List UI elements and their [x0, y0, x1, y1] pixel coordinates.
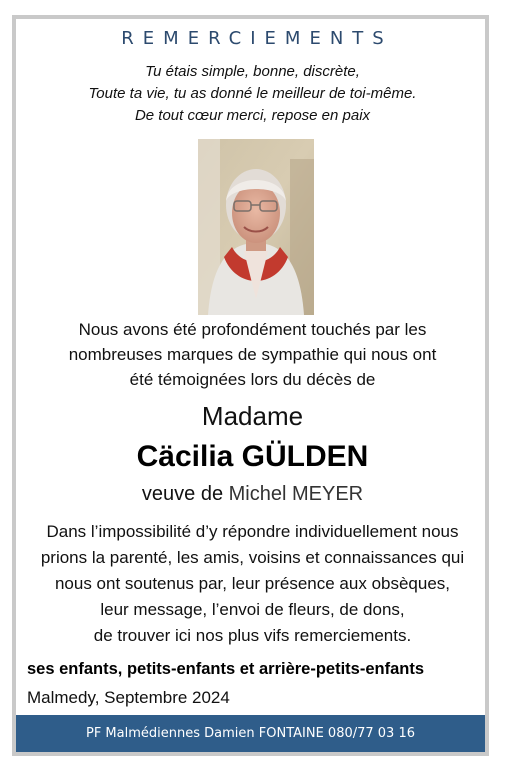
family-signature: ses enfants, petits-enfants et arrière-petits-enfants [27, 660, 425, 678]
body-line: nous ont soutenus par, leur présence aux obsèques, [54, 574, 451, 593]
notice-heading: REMERCIEMENTS [121, 28, 393, 49]
body-line: prions la parenté, les amis, voisins et connaissances qui [40, 548, 465, 567]
place-date: Malmedy, Septembre 2024 [27, 688, 230, 707]
intro-line: nombreuses marques de sympathie qui nous ont [68, 345, 437, 364]
intro-line: Nous avons été profondément touchés par les [78, 320, 427, 339]
funeral-home-footer: PF Malmédiennes Damien FONTAINE 080/77 03 16 [16, 715, 485, 752]
honorific: Madame [201, 401, 304, 431]
body-line: Dans l’impossibilité d’y répondre individuellement nous [46, 522, 459, 541]
body-line: leur message, l’envoi de fleurs, de dons, [100, 600, 405, 619]
poem-line: Toute ta vie, tu as donné le meilleur de toi-même. [88, 85, 417, 102]
poem-line: Tu étais simple, bonne, discrète, [145, 63, 360, 80]
poem-line: De tout cœur merci, repose en paix [134, 107, 371, 124]
poem [0, 61, 505, 127]
widow-prefix: veuve de [141, 483, 224, 505]
body-line: de trouver ici nos plus vifs remerciements. [93, 626, 412, 645]
deceased-name: Cäcilia GÜLDEN [136, 440, 369, 473]
widow-line [0, 483, 505, 506]
intro-text [0, 317, 505, 392]
portrait-photo [198, 139, 314, 315]
intro-line: été témoignées lors du décès de [129, 370, 376, 389]
husband-name: Michel MEYER [228, 483, 364, 505]
portrait-image [198, 139, 314, 315]
thanks-body [24, 519, 481, 649]
